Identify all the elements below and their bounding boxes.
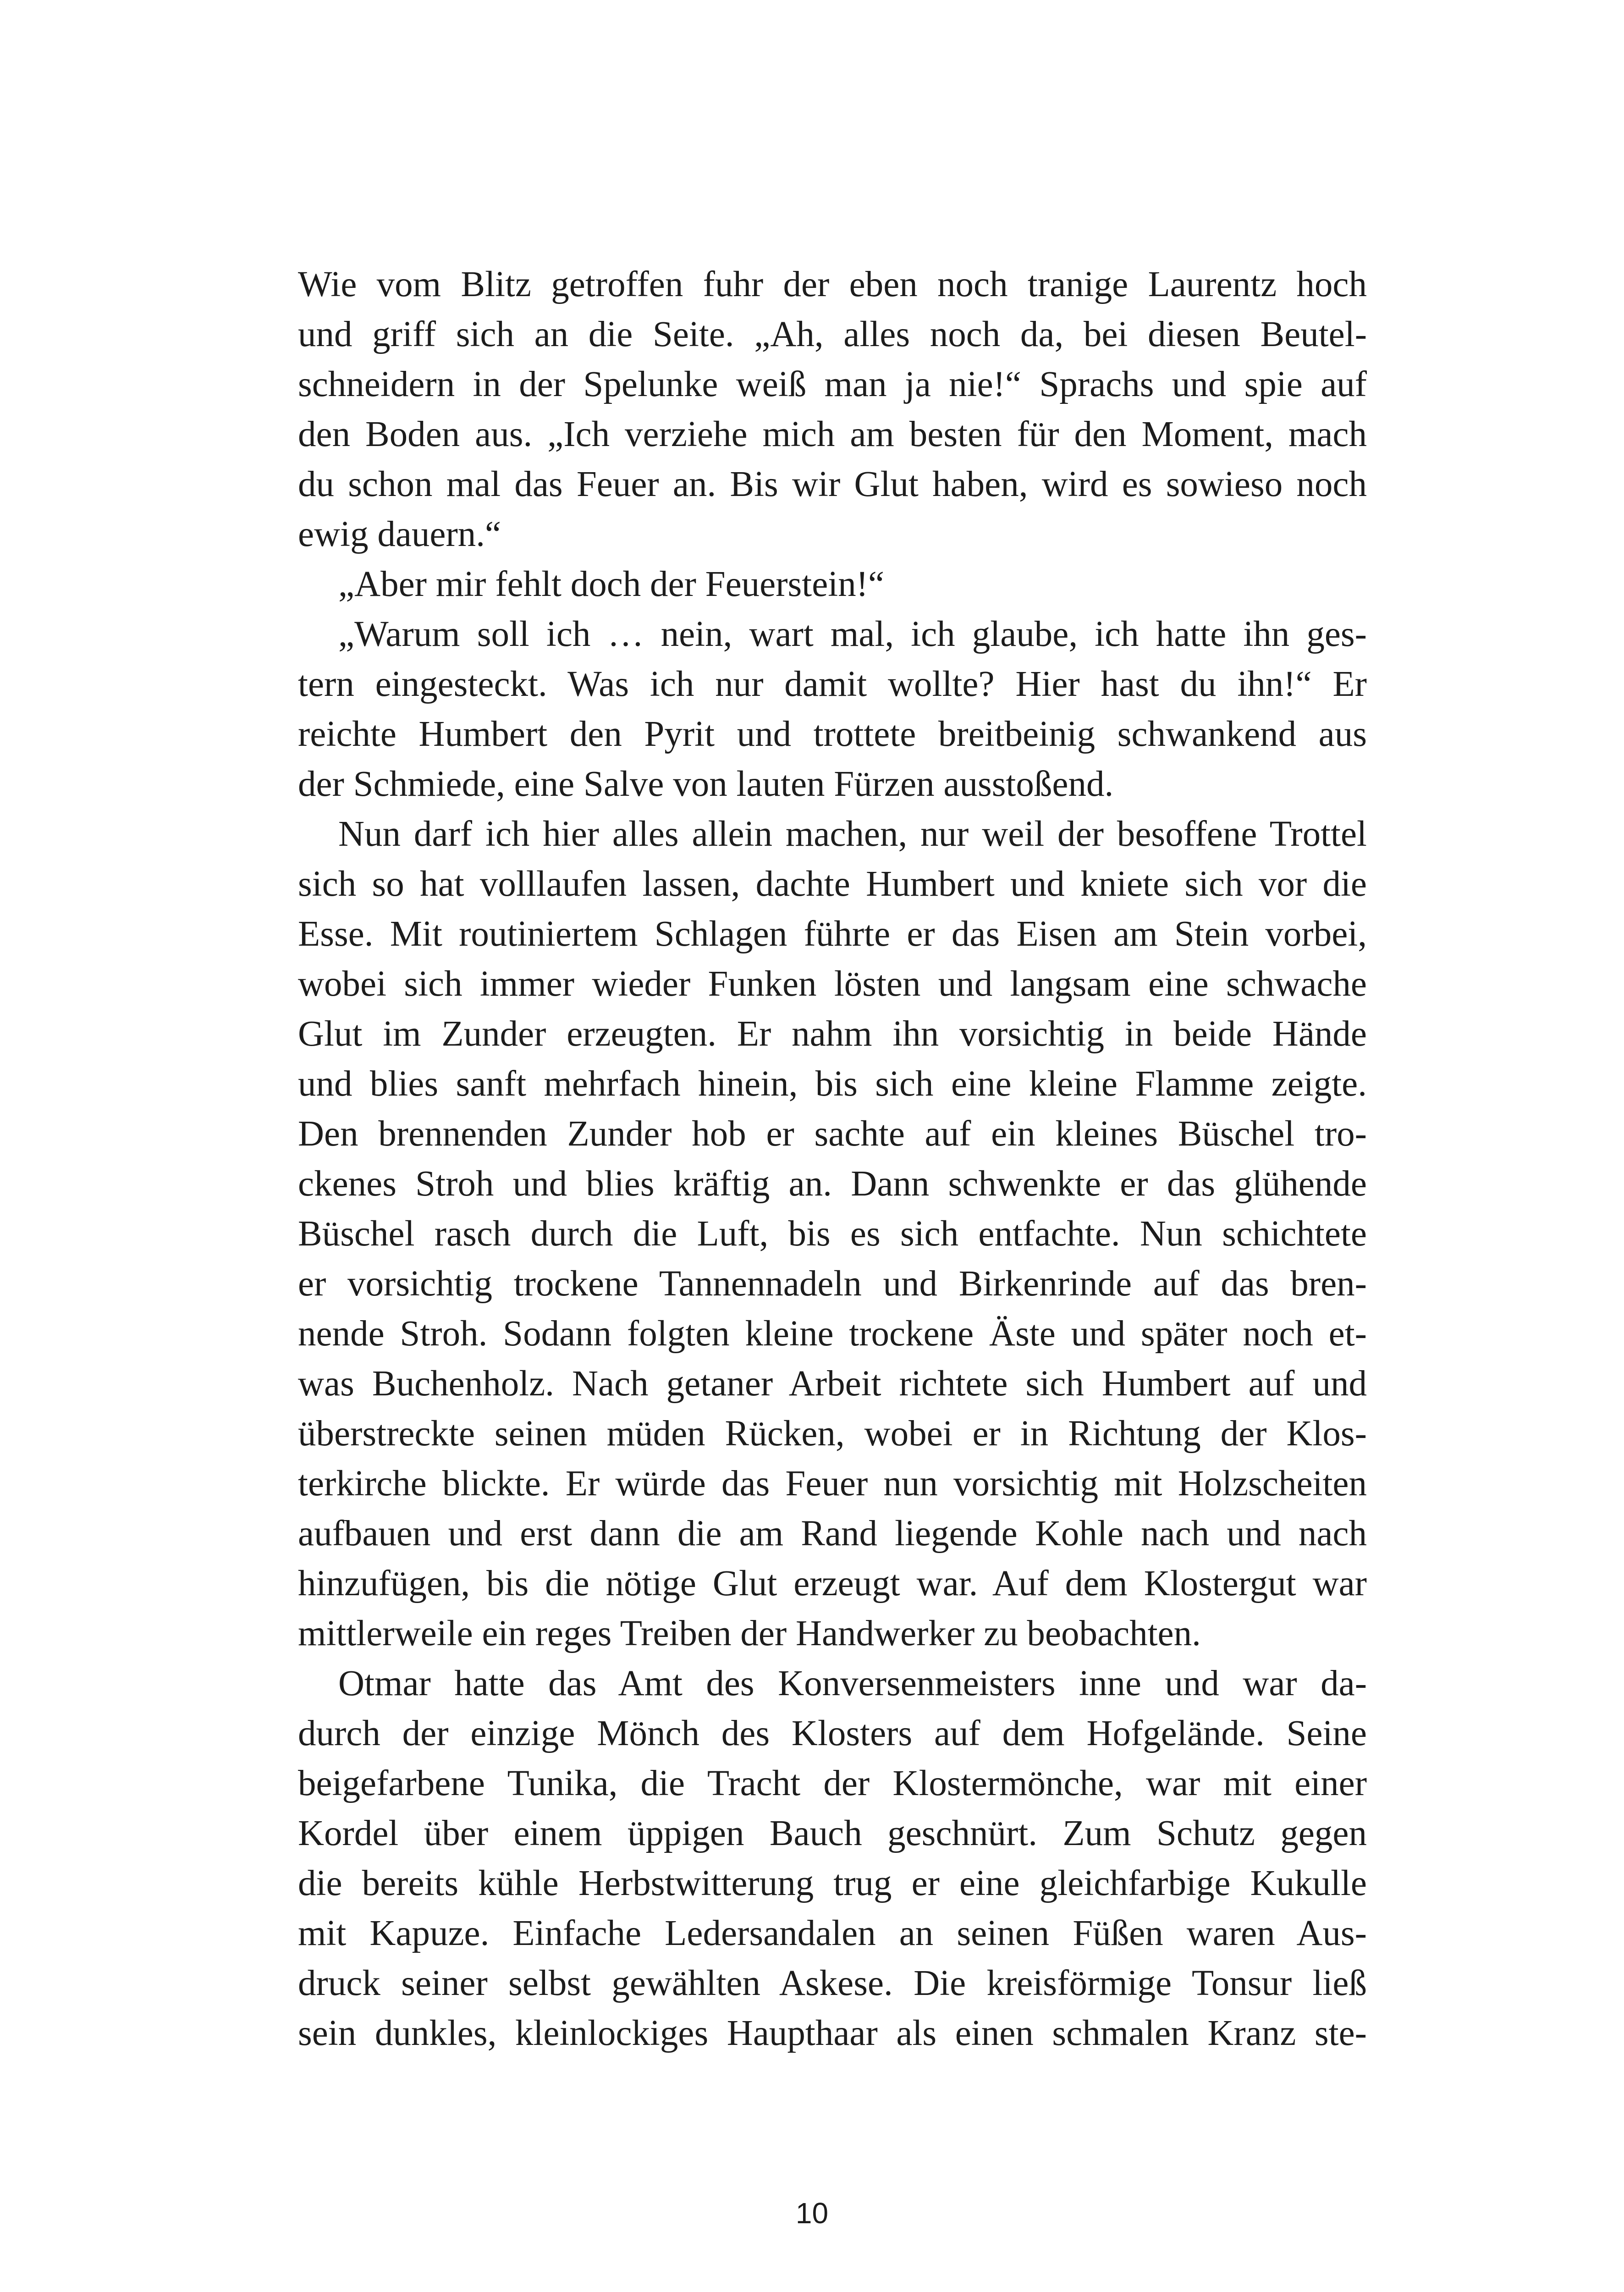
text-line: sein dunkles, kleinlockiges Haupthaar als einen schmalen Kranz ste- (298, 2013, 1367, 2053)
text-line: hinzufügen, bis die nötige Glut erzeugt war. Auf dem Klostergut war (298, 1564, 1367, 1603)
text-line: „Aber mir fehlt doch der Feuerstein!“ (338, 564, 885, 604)
text-line: du schon mal das Feuer an. Bis wir Glut haben, wird es sowieso noch (298, 464, 1367, 504)
text-line: aufbauen und erst dann die am Rand liegende Kohle nach und nach (298, 1514, 1367, 1554)
text-line: Den brennenden Zunder hob er sachte auf ein kleines Büschel tro- (298, 1114, 1367, 1154)
text-line: und blies sanft mehrfach hinein, bis sich eine kleine Flamme zeigte. (298, 1064, 1367, 1104)
text-line: überstreckte seinen müden Rücken, wobei er in Richtung der Klos- (298, 1414, 1367, 1454)
text-line: die bereits kühle Herbstwitterung trug er eine gleichfarbige Kukulle (298, 1863, 1367, 1903)
body-text (298, 259, 1367, 2058)
text-line: was Buchenholz. Nach getaner Arbeit richtete sich Humbert auf und (298, 1364, 1367, 1404)
text-line: Glut im Zunder erzeugten. Er nahm ihn vorsichtig in beide Hände (298, 1014, 1367, 1054)
text-line: Nun darf ich hier alles allein machen, nur weil der besoffene Trottel (338, 814, 1367, 854)
text-line: ckenes Stroh und blies kräftig an. Dann schwenkte er das glühende (298, 1164, 1367, 1204)
text-line: schneidern in der Spelunke weiß man ja nie!“ Sprachs und spie auf (298, 364, 1367, 404)
text-line: Büschel rasch durch die Luft, bis es sich entfachte. Nun schichtete (298, 1214, 1367, 1254)
text-line: Otmar hatte das Amt des Konversenmeisters inne und war da- (338, 1664, 1367, 1703)
text-line: ewig dauern.“ (298, 514, 501, 554)
text-line: reichte Humbert den Pyrit und trottete breitbeinig schwankend aus (298, 714, 1367, 754)
text-line: der Schmiede, eine Salve von lauten Fürzen ausstoßend. (298, 764, 1114, 804)
text-line: nende Stroh. Sodann folgten kleine trockene Äste und später noch et- (298, 1314, 1367, 1354)
text-line: druck seiner selbst gewählten Askese. Die kreisförmige Tonsur ließ (298, 1963, 1367, 2003)
text-line: tern eingesteckt. Was ich nur damit wollte? Hier hast du ihn!“ Er (298, 664, 1367, 704)
text-line: sich so hat volllaufen lassen, dachte Humbert und kniete sich vor die (298, 864, 1367, 904)
text-line: er vorsichtig trockene Tannennadeln und Birkenrinde auf das bren- (298, 1264, 1367, 1304)
text-line: „Warum soll ich … nein, wart mal, ich glaube, ich hatte ihn ges- (338, 614, 1367, 654)
text-line: den Boden aus. „Ich verziehe mich am besten für den Moment, mach (298, 414, 1367, 454)
text-line: Kordel über einem üppigen Bauch geschnürt. Zum Schutz gegen (298, 1813, 1367, 1853)
text-line: wobei sich immer wieder Funken lösten und langsam eine schwache (298, 964, 1367, 1004)
page-number: 10 (795, 2197, 829, 2230)
text-line: und griff sich an die Seite. „Ah, alles noch da, bei diesen Beutel- (298, 314, 1367, 354)
text-line: Wie vom Blitz getroffen fuhr der eben noch tranige Laurentz hoch (298, 264, 1367, 304)
text-line: mit Kapuze. Einfache Ledersandalen an seinen Füßen waren Aus- (298, 1913, 1367, 1953)
text-line: mittlerweile ein reges Treiben der Handwerker zu beobachten. (298, 1614, 1201, 1653)
text-line: beigefarbene Tunika, die Tracht der Klostermönche, war mit einer (298, 1763, 1367, 1803)
text-line: durch der einzige Mönch des Klosters auf dem Hofgelände. Seine (298, 1713, 1367, 1753)
text-line: terkirche blickte. Er würde das Feuer nun vorsichtig mit Holzscheiten (298, 1464, 1367, 1504)
text-line: Esse. Mit routiniertem Schlagen führte er das Eisen am Stein vorbei, (298, 914, 1367, 954)
